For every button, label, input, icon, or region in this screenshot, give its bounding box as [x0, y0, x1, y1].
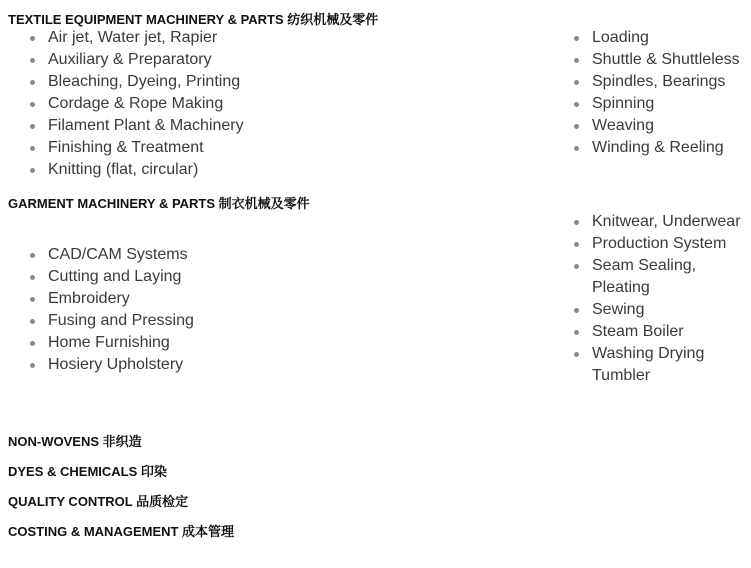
- section-heading-non-wovens: NON-WOVENS 非织造: [8, 434, 142, 449]
- list-item: Air jet, Water jet, Rapier: [48, 27, 348, 49]
- section-heading-costing-management: COSTING & MANAGEMENT 成本管理: [8, 524, 235, 539]
- list-item: Steam Boiler: [592, 321, 742, 343]
- list-item: Filament Plant & Machinery: [48, 115, 348, 137]
- section-heading-quality-control: QUALITY CONTROL 品质检定: [8, 494, 189, 509]
- list-item: Loading: [592, 27, 742, 49]
- list-item: Seam Sealing, Pleating: [592, 255, 742, 299]
- list-item: Auxiliary & Preparatory: [48, 49, 348, 71]
- list-item: Sewing: [592, 299, 742, 321]
- list-item: Hosiery Upholstery: [48, 354, 348, 376]
- list-item: Knitwear, Underwear: [592, 211, 742, 233]
- list-item: Winding & Reeling: [592, 137, 742, 159]
- list-item: Knitting (flat, circular): [48, 159, 348, 181]
- list-item: Home Furnishing: [48, 332, 348, 354]
- list-item: Shuttle & Shuttleless: [592, 49, 742, 71]
- list-item: Weaving: [592, 115, 742, 137]
- textile-equipment-list-right: [592, 27, 742, 159]
- list-item: Spindles, Bearings: [592, 71, 742, 93]
- list-item: Finishing & Treatment: [48, 137, 348, 159]
- section-heading-textile-equipment: TEXTILE EQUIPMENT MACHINERY & PARTS 纺织机械及零件: [8, 12, 379, 27]
- list-item: Production System: [592, 233, 742, 255]
- list-item: Bleaching, Dyeing, Printing: [48, 71, 348, 93]
- list-item: Spinning: [592, 93, 742, 115]
- list-item: Cordage & Rope Making: [48, 93, 348, 115]
- list-item: Embroidery: [48, 288, 348, 310]
- garment-machinery-list-right: [592, 211, 742, 387]
- garment-machinery-list-left: [48, 244, 348, 376]
- list-item: Fusing and Pressing: [48, 310, 348, 332]
- section-heading-dyes-chemicals: DYES & CHEMICALS 印染: [8, 464, 167, 479]
- textile-equipment-list-left: [48, 27, 348, 181]
- list-item: Cutting and Laying: [48, 266, 348, 288]
- list-item: CAD/CAM Systems: [48, 244, 348, 266]
- list-item: Washing Drying Tumbler: [592, 343, 742, 387]
- section-heading-garment-machinery: GARMENT MACHINERY & PARTS 制衣机械及零件: [8, 196, 310, 211]
